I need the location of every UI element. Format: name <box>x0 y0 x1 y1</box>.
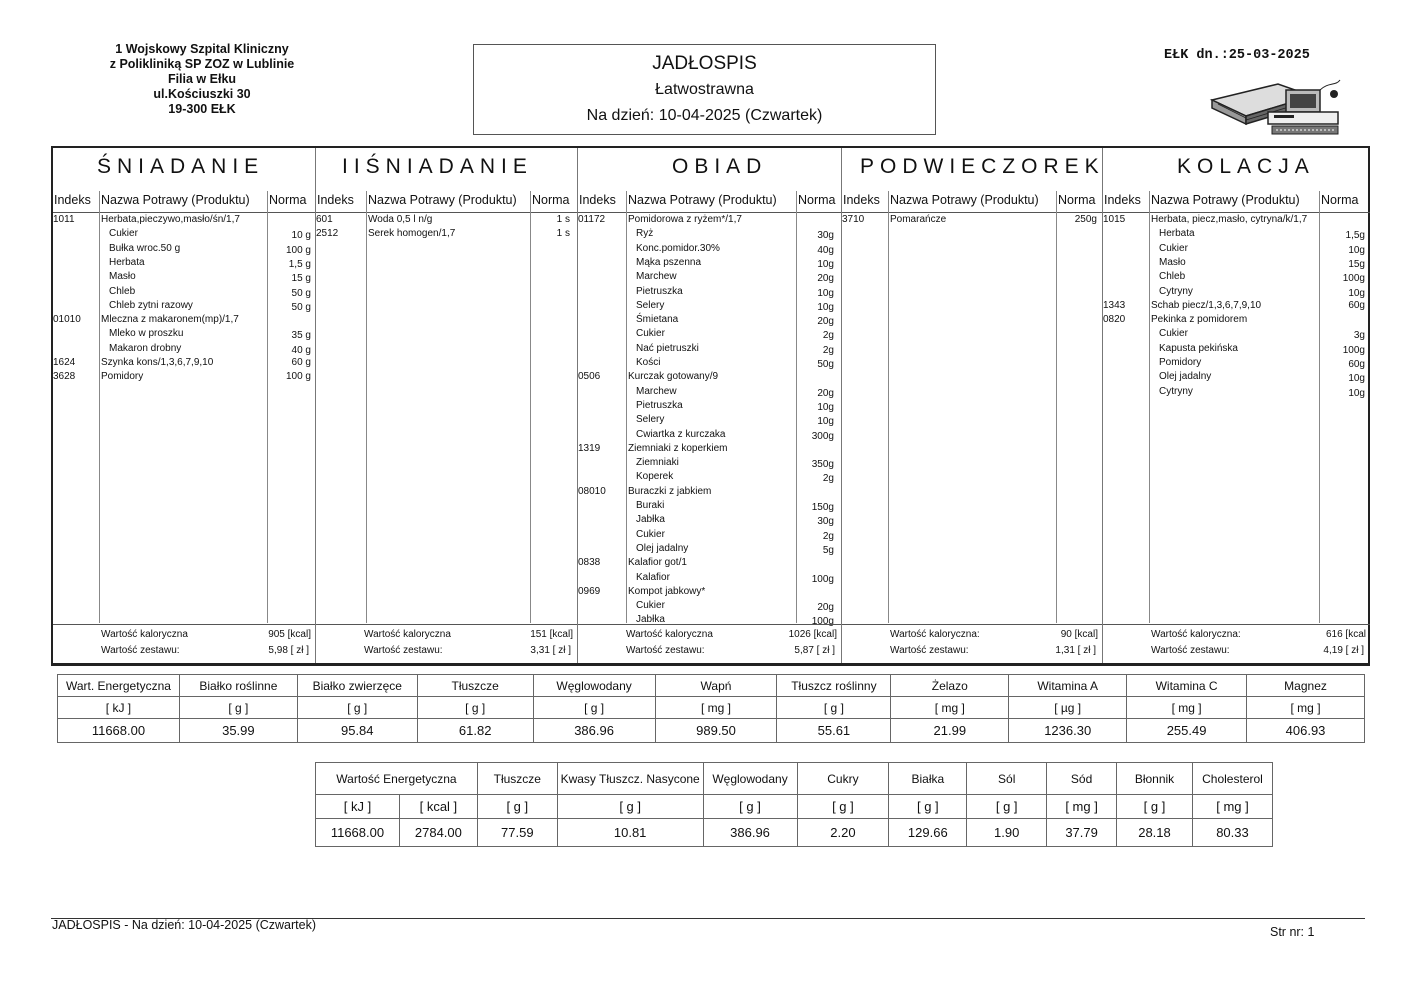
nutrient-value: 386.96 <box>533 719 655 743</box>
header-norm: Norma <box>1321 193 1359 207</box>
calorie-label: Wartość kaloryczna <box>626 629 713 640</box>
col-divider <box>366 191 367 212</box>
row-name: Ziemniaki z koperkiem <box>628 442 728 454</box>
row-norm: 15 g <box>291 273 311 285</box>
row-index: 0506 <box>578 371 601 383</box>
header-index: Indeks <box>579 193 616 207</box>
nutrient-header: Magnez <box>1247 675 1365 697</box>
column-headers <box>842 191 1103 213</box>
header-divider <box>842 212 1102 213</box>
row-norm: 20g <box>817 387 834 399</box>
header-name: Nazwa Potrawy (Produktu) <box>101 193 250 207</box>
header-divider <box>53 212 315 213</box>
row-name: Selery <box>636 299 665 311</box>
header-name: Nazwa Potrawy (Produktu) <box>890 193 1039 207</box>
summary-divider <box>53 624 315 625</box>
row-norm: 60 g <box>291 357 311 368</box>
row-norm: 2g <box>822 330 834 342</box>
row-name: Pietruszka <box>636 399 683 411</box>
row-name: Kalafior <box>636 571 670 583</box>
row-norm: 300g <box>811 430 834 442</box>
nutrient-unit: [ g ] <box>797 795 889 819</box>
nutrient-unit: [ mg ] <box>1247 697 1365 719</box>
nutrient-unit: [ mg ] <box>1192 795 1272 819</box>
nutrient-value: 21.99 <box>891 719 1009 743</box>
page-number: Str nr: 1 <box>1270 925 1315 939</box>
row-norm: 350g <box>811 459 834 471</box>
footer-title: JADŁOSPIS - Na dzień: 10-04-2025 (Czwartek) <box>52 918 316 932</box>
nutrient-header: Węglowodany <box>703 763 797 795</box>
nutrient-header: Białka <box>889 763 967 795</box>
title-box <box>473 44 936 135</box>
row-index: 01172 <box>578 214 606 225</box>
row-norm: 10g <box>817 401 834 413</box>
computer-with-book-icon <box>1208 76 1348 138</box>
col-divider <box>626 212 627 623</box>
col-divider <box>99 212 100 623</box>
nutrient-value: 11668.00 <box>316 819 400 847</box>
row-norm: 35 g <box>291 330 311 342</box>
row-norm: 10g <box>817 301 834 313</box>
nutrient-unit: [ g ] <box>297 697 417 719</box>
meal-title: ŚNIADANIE <box>97 155 265 178</box>
row-norm: 20g <box>817 273 834 285</box>
header-norm: Norma <box>532 193 570 207</box>
header-name: Nazwa Potrawy (Produktu) <box>628 193 777 207</box>
nutrient-unit: [ kcal ] <box>399 795 477 819</box>
col-divider <box>626 191 627 212</box>
row-norm: 40 g <box>291 344 311 356</box>
header-divider <box>316 212 577 213</box>
calorie-value: 1026 [kcal] <box>788 629 837 640</box>
row-name: Bułka wroc.50 g <box>109 242 181 254</box>
nutrient-value: 406.93 <box>1247 719 1365 743</box>
nutrient-header: Cholesterol <box>1192 763 1272 795</box>
calorie-value: 905 [kcal] <box>268 629 311 640</box>
row-name: Jabłka <box>636 514 665 526</box>
col-divider <box>1056 191 1057 212</box>
nutrient-value: 2.20 <box>797 819 889 847</box>
calorie-value: 90 [kcal] <box>1060 629 1098 640</box>
summary-divider <box>1103 624 1370 625</box>
row-name: Cukier <box>636 328 665 340</box>
row-name: Pomarańcze <box>890 214 947 225</box>
col-divider <box>267 191 268 212</box>
nutrient-value: 28.18 <box>1117 819 1193 847</box>
row-norm: 50 g <box>291 301 311 313</box>
nutrient-header: Błonnik <box>1117 763 1193 795</box>
nutrient-header: Sód <box>1047 763 1117 795</box>
row-name: Kalafior got/1 <box>628 557 687 569</box>
nutrient-header: Wartość Energetyczna <box>316 763 478 795</box>
row-name: Pomidory <box>1159 357 1202 368</box>
nutrient-unit: [ g ] <box>533 697 655 719</box>
nutrition-table-1 <box>57 674 1365 743</box>
row-name: Serek homogen/1,7 <box>368 228 456 240</box>
nutrient-value: 95.84 <box>297 719 417 743</box>
row-index: 01010 <box>53 314 81 326</box>
nutrient-value: 55.61 <box>777 719 891 743</box>
nutrient-unit: [ g ] <box>417 697 533 719</box>
nutrient-unit: [ mg ] <box>1127 697 1247 719</box>
meal-title: OBIAD <box>672 155 768 178</box>
nutrient-unit: [ mg ] <box>1047 795 1117 819</box>
row-norm: 2g <box>822 530 834 542</box>
row-name: Buraczki z jabkiem <box>628 485 712 497</box>
header-index: Indeks <box>54 193 91 207</box>
hospital-branch: Filia w Ełku <box>167 72 237 86</box>
row-name: Cytryny <box>1159 385 1193 397</box>
nutrient-value: 386.96 <box>703 819 797 847</box>
row-index: 0969 <box>578 585 601 597</box>
row-name: Jabłka <box>636 614 665 626</box>
hospital-name: 1 Wojskowy Szpital Kliniczny <box>115 42 289 56</box>
cost-value: 5,87 [ zł ] <box>794 645 835 656</box>
nutrient-unit: [ g ] <box>889 795 967 819</box>
cost-value: 3,31 [ zł ] <box>530 645 571 656</box>
row-index: 2512 <box>316 228 339 240</box>
row-norm: 100 g <box>285 244 311 256</box>
col-divider <box>1056 212 1057 623</box>
row-index: 3628 <box>53 371 76 383</box>
row-name: Marchew <box>636 271 677 283</box>
nutrient-header: Białko roślinne <box>179 675 297 697</box>
cost-label: Wartość zestawu: <box>890 645 969 656</box>
nutrient-value: 1.90 <box>967 819 1047 847</box>
row-index: 1011 <box>53 214 75 225</box>
row-norm: 10g <box>1348 373 1365 385</box>
diet-name: Łatwostrawna <box>655 81 754 98</box>
nutrient-header: Wart. Energetyczna <box>58 675 180 697</box>
cost-value: 5,98 [ zł ] <box>268 645 309 656</box>
hospital-street: ul.Kościuszki 30 <box>153 87 251 101</box>
row-name: Woda 0,5 l n/g <box>368 214 433 225</box>
summary-divider <box>578 624 841 625</box>
row-name: Cukier <box>1159 328 1188 340</box>
nutrient-unit: [ g ] <box>1117 795 1193 819</box>
nutrient-value: 129.66 <box>889 819 967 847</box>
row-name: Schab piecz/1,3,6,7,9,10 <box>1151 299 1262 311</box>
row-name: Cukier <box>636 600 665 612</box>
summary-divider <box>316 624 577 625</box>
row-name: Kapusta pekińska <box>1159 342 1238 354</box>
row-norm: 50g <box>817 359 834 370</box>
nutrient-value: 1236.30 <box>1009 719 1127 743</box>
row-name: Nać pietruszki <box>636 342 699 354</box>
row-norm: 10g <box>817 287 834 299</box>
header-divider <box>1103 212 1370 213</box>
row-index: 601 <box>316 214 333 225</box>
col-divider <box>796 191 797 212</box>
row-norm: 60g <box>1348 299 1365 311</box>
nutrient-unit: [ g ] <box>557 795 703 819</box>
header-name: Nazwa Potrawy (Produktu) <box>1151 193 1300 207</box>
nutrient-unit: [ g ] <box>967 795 1047 819</box>
nutrient-header: Witamina A <box>1009 675 1127 697</box>
header-norm: Norma <box>1058 193 1096 207</box>
header-index: Indeks <box>1104 193 1141 207</box>
row-norm: 20g <box>817 602 834 614</box>
row-name: Ziemniaki <box>636 457 679 469</box>
nutrient-value: 35.99 <box>179 719 297 743</box>
row-norm: 15g <box>1348 258 1365 270</box>
nutrient-unit: [ g ] <box>777 697 891 719</box>
nutrient-header: Białko zwierzęce <box>297 675 417 697</box>
nutrient-header: Sól <box>967 763 1047 795</box>
row-norm: 1 s <box>556 228 570 240</box>
nutrient-value: 255.49 <box>1127 719 1247 743</box>
row-name: Pekinka z pomidorem <box>1151 314 1248 326</box>
meal-title: IIŚNIADANIE <box>342 155 533 178</box>
hospital-subname: z Polikliniką SP ZOZ w Lublinie <box>109 57 295 71</box>
col-divider <box>1149 212 1150 623</box>
nutrient-unit: [ g ] <box>179 697 297 719</box>
header-name: Nazwa Potrawy (Produktu) <box>368 193 517 207</box>
header-norm: Norma <box>269 193 307 207</box>
hospital-city: 19-300 EŁK <box>168 102 236 116</box>
row-name: Mleko w proszku <box>109 328 184 340</box>
calorie-label: Wartość kaloryczna <box>101 629 188 640</box>
row-norm: 2g <box>822 344 834 356</box>
row-name: Makaron drobny <box>109 342 182 354</box>
nutrient-unit: [ g ] <box>703 795 797 819</box>
row-index: 3710 <box>842 214 865 225</box>
row-norm: 5g <box>822 544 834 556</box>
row-norm: 10g <box>817 258 834 270</box>
menu-date: Na dzień: 10-04-2025 (Czwartek) <box>586 107 823 124</box>
row-name: Herbata <box>109 256 145 268</box>
row-name: Cukier <box>636 528 665 540</box>
row-name: Szynka kons/1,3,6,7,9,10 <box>101 357 214 368</box>
row-index: 1343 <box>1103 299 1126 311</box>
col-divider <box>1319 212 1320 623</box>
row-norm: 10g <box>1348 244 1365 256</box>
calorie-label: Wartość kaloryczna: <box>890 629 980 640</box>
row-name: Herbata, piecz,masło, cytryna/k/1,7 <box>1151 214 1308 225</box>
column-headers <box>578 191 842 213</box>
nutrient-value: 77.59 <box>477 819 557 847</box>
meal-column-1 <box>315 148 577 663</box>
meal-column-2 <box>577 148 841 663</box>
row-name: Pietruszka <box>636 285 683 297</box>
row-name: Chleb <box>1159 271 1186 283</box>
nutrient-unit: [ mg ] <box>655 697 777 719</box>
nutrient-value: 80.33 <box>1192 819 1272 847</box>
row-name: Herbata <box>1159 228 1195 240</box>
row-name: Kurczak gotowany/9 <box>628 371 719 383</box>
col-divider <box>1149 191 1150 212</box>
cost-label: Wartość zestawu: <box>364 645 443 656</box>
row-name: Pomidorowa z ryżem*/1,7 <box>628 214 742 225</box>
calorie-label: Wartość kaloryczna: <box>1151 629 1241 640</box>
row-norm: 10g <box>817 416 834 428</box>
row-index: 1624 <box>53 357 76 368</box>
header-index: Indeks <box>317 193 354 207</box>
menu-table <box>51 146 1370 666</box>
row-name: Chleb zytni razowy <box>109 299 193 311</box>
row-name: Masło <box>1159 256 1186 268</box>
row-name: Buraki <box>636 500 665 511</box>
page-title: JADŁOSPIS <box>652 53 757 74</box>
row-norm: 100g <box>811 573 834 585</box>
col-divider <box>267 212 268 623</box>
row-name: Olej jadalny <box>1159 371 1212 383</box>
nutrient-value: 11668.00 <box>58 719 180 743</box>
row-norm: 1 s <box>556 214 570 225</box>
row-index: 0838 <box>578 557 601 569</box>
nutrient-header: Tłuszcz roślinny <box>777 675 891 697</box>
nutrient-header: Żelazo <box>891 675 1009 697</box>
nutrient-value: 989.50 <box>655 719 777 743</box>
nutrient-header: Tłuszcze <box>417 675 533 697</box>
row-name: Selery <box>636 414 665 426</box>
row-norm: 20g <box>817 316 834 328</box>
row-name: Cytryny <box>1159 285 1193 297</box>
nutrient-header: Wapń <box>655 675 777 697</box>
row-name: Olej jadalny <box>636 542 689 554</box>
col-divider <box>796 212 797 623</box>
meal-column-0 <box>53 148 315 663</box>
nutrient-unit: [ kJ ] <box>316 795 400 819</box>
calorie-value: 151 [kcal] <box>530 629 573 640</box>
row-name: Ryż <box>636 228 654 240</box>
calorie-label: Wartość kaloryczna <box>364 629 451 640</box>
nutrient-header: Witamina C <box>1127 675 1247 697</box>
col-divider <box>530 191 531 212</box>
row-name: Kompot jabkowy* <box>628 585 706 597</box>
col-divider <box>99 191 100 212</box>
row-norm: 40g <box>817 244 834 256</box>
place-date: EŁK dn.:25-03-2025 <box>1164 48 1310 63</box>
row-norm: 60g <box>1348 359 1365 370</box>
cost-label: Wartość zestawu: <box>626 645 705 656</box>
row-norm: 100g <box>1342 344 1365 356</box>
nutrient-header: Cukry <box>797 763 889 795</box>
row-name: Herbata,pieczywo,masło/śn/1,7 <box>101 214 240 225</box>
row-norm: 10g <box>1348 387 1365 399</box>
nutrient-value: 2784.00 <box>399 819 477 847</box>
nutrient-header: Tłuszcze <box>477 763 557 795</box>
row-name: Marchew <box>636 385 677 397</box>
header-divider <box>578 212 841 213</box>
row-index: 0820 <box>1103 314 1126 326</box>
header-index: Indeks <box>843 193 880 207</box>
row-name: Cukier <box>1159 242 1188 254</box>
row-norm: 3g <box>1353 330 1365 342</box>
nutrient-header: Węglowodany <box>533 675 655 697</box>
nutrient-unit: [ µg ] <box>1009 697 1127 719</box>
row-norm: 10g <box>1348 287 1365 299</box>
column-headers <box>53 191 315 213</box>
nutrient-value: 61.82 <box>417 719 533 743</box>
row-name: Masło <box>109 271 136 283</box>
nutrient-unit: [ mg ] <box>891 697 1009 719</box>
hospital-address <box>92 42 312 117</box>
row-norm: 100g <box>811 616 834 628</box>
calorie-value: 616 [kcal <box>1325 629 1366 640</box>
row-name: Konc.pomidor.30% <box>636 242 720 254</box>
row-norm: 2g <box>822 473 834 485</box>
col-divider <box>366 212 367 623</box>
row-name: Koperek <box>636 471 674 483</box>
row-name: Cukier <box>109 228 138 240</box>
row-norm: 30g <box>817 516 834 528</box>
col-divider <box>1319 191 1320 212</box>
row-norm: 150g <box>811 502 834 513</box>
row-norm: 250g <box>1074 214 1097 225</box>
row-name: Chleb <box>109 285 136 297</box>
row-name: Cwiartka z kurczaka <box>636 428 726 440</box>
meal-title: PODWIECZOREK <box>860 155 1105 178</box>
nutrition-table-2 <box>315 762 1273 847</box>
row-norm: 100g <box>1342 273 1365 285</box>
cost-value: 4,19 [ zł ] <box>1323 645 1364 656</box>
nutrient-unit: [ g ] <box>477 795 557 819</box>
column-headers <box>1103 191 1371 213</box>
row-norm: 1,5g <box>1345 230 1365 242</box>
cost-value: 1,31 [ zł ] <box>1055 645 1096 656</box>
row-name: Mleczna z makaronem(mp)/1,7 <box>101 314 239 326</box>
nutrient-value: 37.79 <box>1047 819 1117 847</box>
col-divider <box>530 212 531 623</box>
summary-divider <box>842 624 1102 625</box>
col-divider <box>888 191 889 212</box>
row-norm: 1,5 g <box>288 258 311 270</box>
row-norm: 50 g <box>291 287 311 299</box>
row-norm: 100 g <box>285 371 311 383</box>
header-norm: Norma <box>798 193 836 207</box>
nutrient-value: 10.81 <box>557 819 703 847</box>
meal-column-3 <box>841 148 1105 663</box>
row-name: Mąka pszenna <box>636 256 702 268</box>
meal-column-4 <box>1102 148 1370 663</box>
cost-label: Wartość zestawu: <box>101 645 180 656</box>
meal-title: KOLACJA <box>1177 155 1315 178</box>
nutrient-unit: [ kJ ] <box>58 697 180 719</box>
row-name: Kości <box>636 357 661 368</box>
row-index: 1015 <box>1103 214 1126 225</box>
row-norm: 10 g <box>291 230 311 242</box>
row-index: 1319 <box>578 442 601 454</box>
col-divider <box>888 212 889 623</box>
row-name: Śmietana <box>636 314 679 326</box>
nutrient-header: Kwasy Tłuszcz. Nasycone <box>557 763 703 795</box>
row-name: Pomidory <box>101 371 144 383</box>
row-index: 08010 <box>578 485 606 497</box>
cost-label: Wartość zestawu: <box>1151 645 1230 656</box>
column-headers <box>316 191 578 213</box>
row-norm: 30g <box>817 230 834 242</box>
